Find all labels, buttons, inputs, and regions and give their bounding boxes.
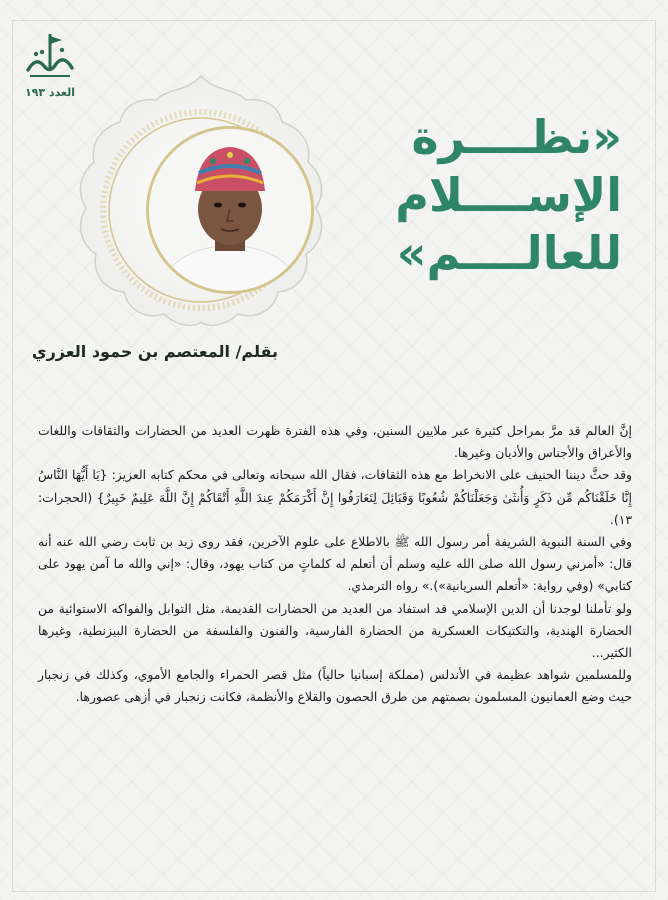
article-body (38, 420, 632, 709)
title-line-1: «نظــــرة (411, 110, 622, 164)
paragraph: إنَّ العالم قد مرَّ بمراحل كثيرة عبر ملايين السنين، وفي هذه الفترة ظهرت العديد من الحضارات والثقافات واللغات والأعراق والأجناس والأديان وغيرها. (38, 423, 632, 461)
title-line-3: للعالــــم» (396, 226, 622, 280)
paragraph: وفي السنة النبوية الشريفة أمر رسول الله ﷺ بالاطلاع على علوم الآخرين، فقد روى زيد بن ثابت رضي الله عنه أنه قال: «أمرني رسول الله صلى الله عليه وسلم أن أتعلم له كلماتٍ من كتاب يهود، وقال: «إني والله ما آمن يهود على كتابي» (وفي رواية: «أتعلم السريانية»).» رواه الترمذي. (38, 534, 632, 594)
paragraph: وقد حثَّ ديننا الحنيف على الانخراط مع هذه الثقافات، فقال الله سبحانه وتعالى في محكم كتابه العزيز: {يَا أَيُّهَا النَّاسُ إِنَّا خَلَقْنَاكُم مِّن ذَكَرٍ وَأُنثَىٰ وَجَعَلْنَاكُمْ شُعُوبًا وَقَبَائِلَ لِتَعَارَفُوا إِنَّ أَكْرَمَكُمْ عِندَ اللَّهِ أَتْقَاكُمْ إِنَّ اللَّهَ عَلِيمٌ خَبِيرٌ} (الحجرات: ١٣). (38, 467, 632, 527)
paragraph: وللمسلمين شواهد عظيمة في الأندلس (مملكة إسبانيا حالياً) مثل قصر الحمراء والجامع الأموي، وكذلك في زنجبار حيث وضع العمانيون المسلمون بصمتهم من طرق الحصون والقلاع والأنظمة، فكانت زنجبار في أزهى عصورها. (38, 667, 632, 705)
article-title (342, 108, 622, 282)
title-line-2: الإســــلام (395, 168, 622, 222)
author-photo (146, 126, 314, 294)
issue-number: العدد ١٩٣ (24, 86, 76, 99)
paragraph: ولو تأملنا لوجدنا أن الدين الإسلامي قد استفاد من العديد من الحضارات القديمة، مثل التوابل والفواكه الاستوائية من الحضارة الهندية، والتكتيكات العسكرية من الحضارة الفارسية، والفنون والفلسفة من الحضارة البيزنطية، وغيرها الكثير... (38, 600, 632, 661)
portrait-medallion (56, 70, 346, 330)
author-byline: بقلم/ المعتصم بن حمود العزري (31, 342, 278, 361)
